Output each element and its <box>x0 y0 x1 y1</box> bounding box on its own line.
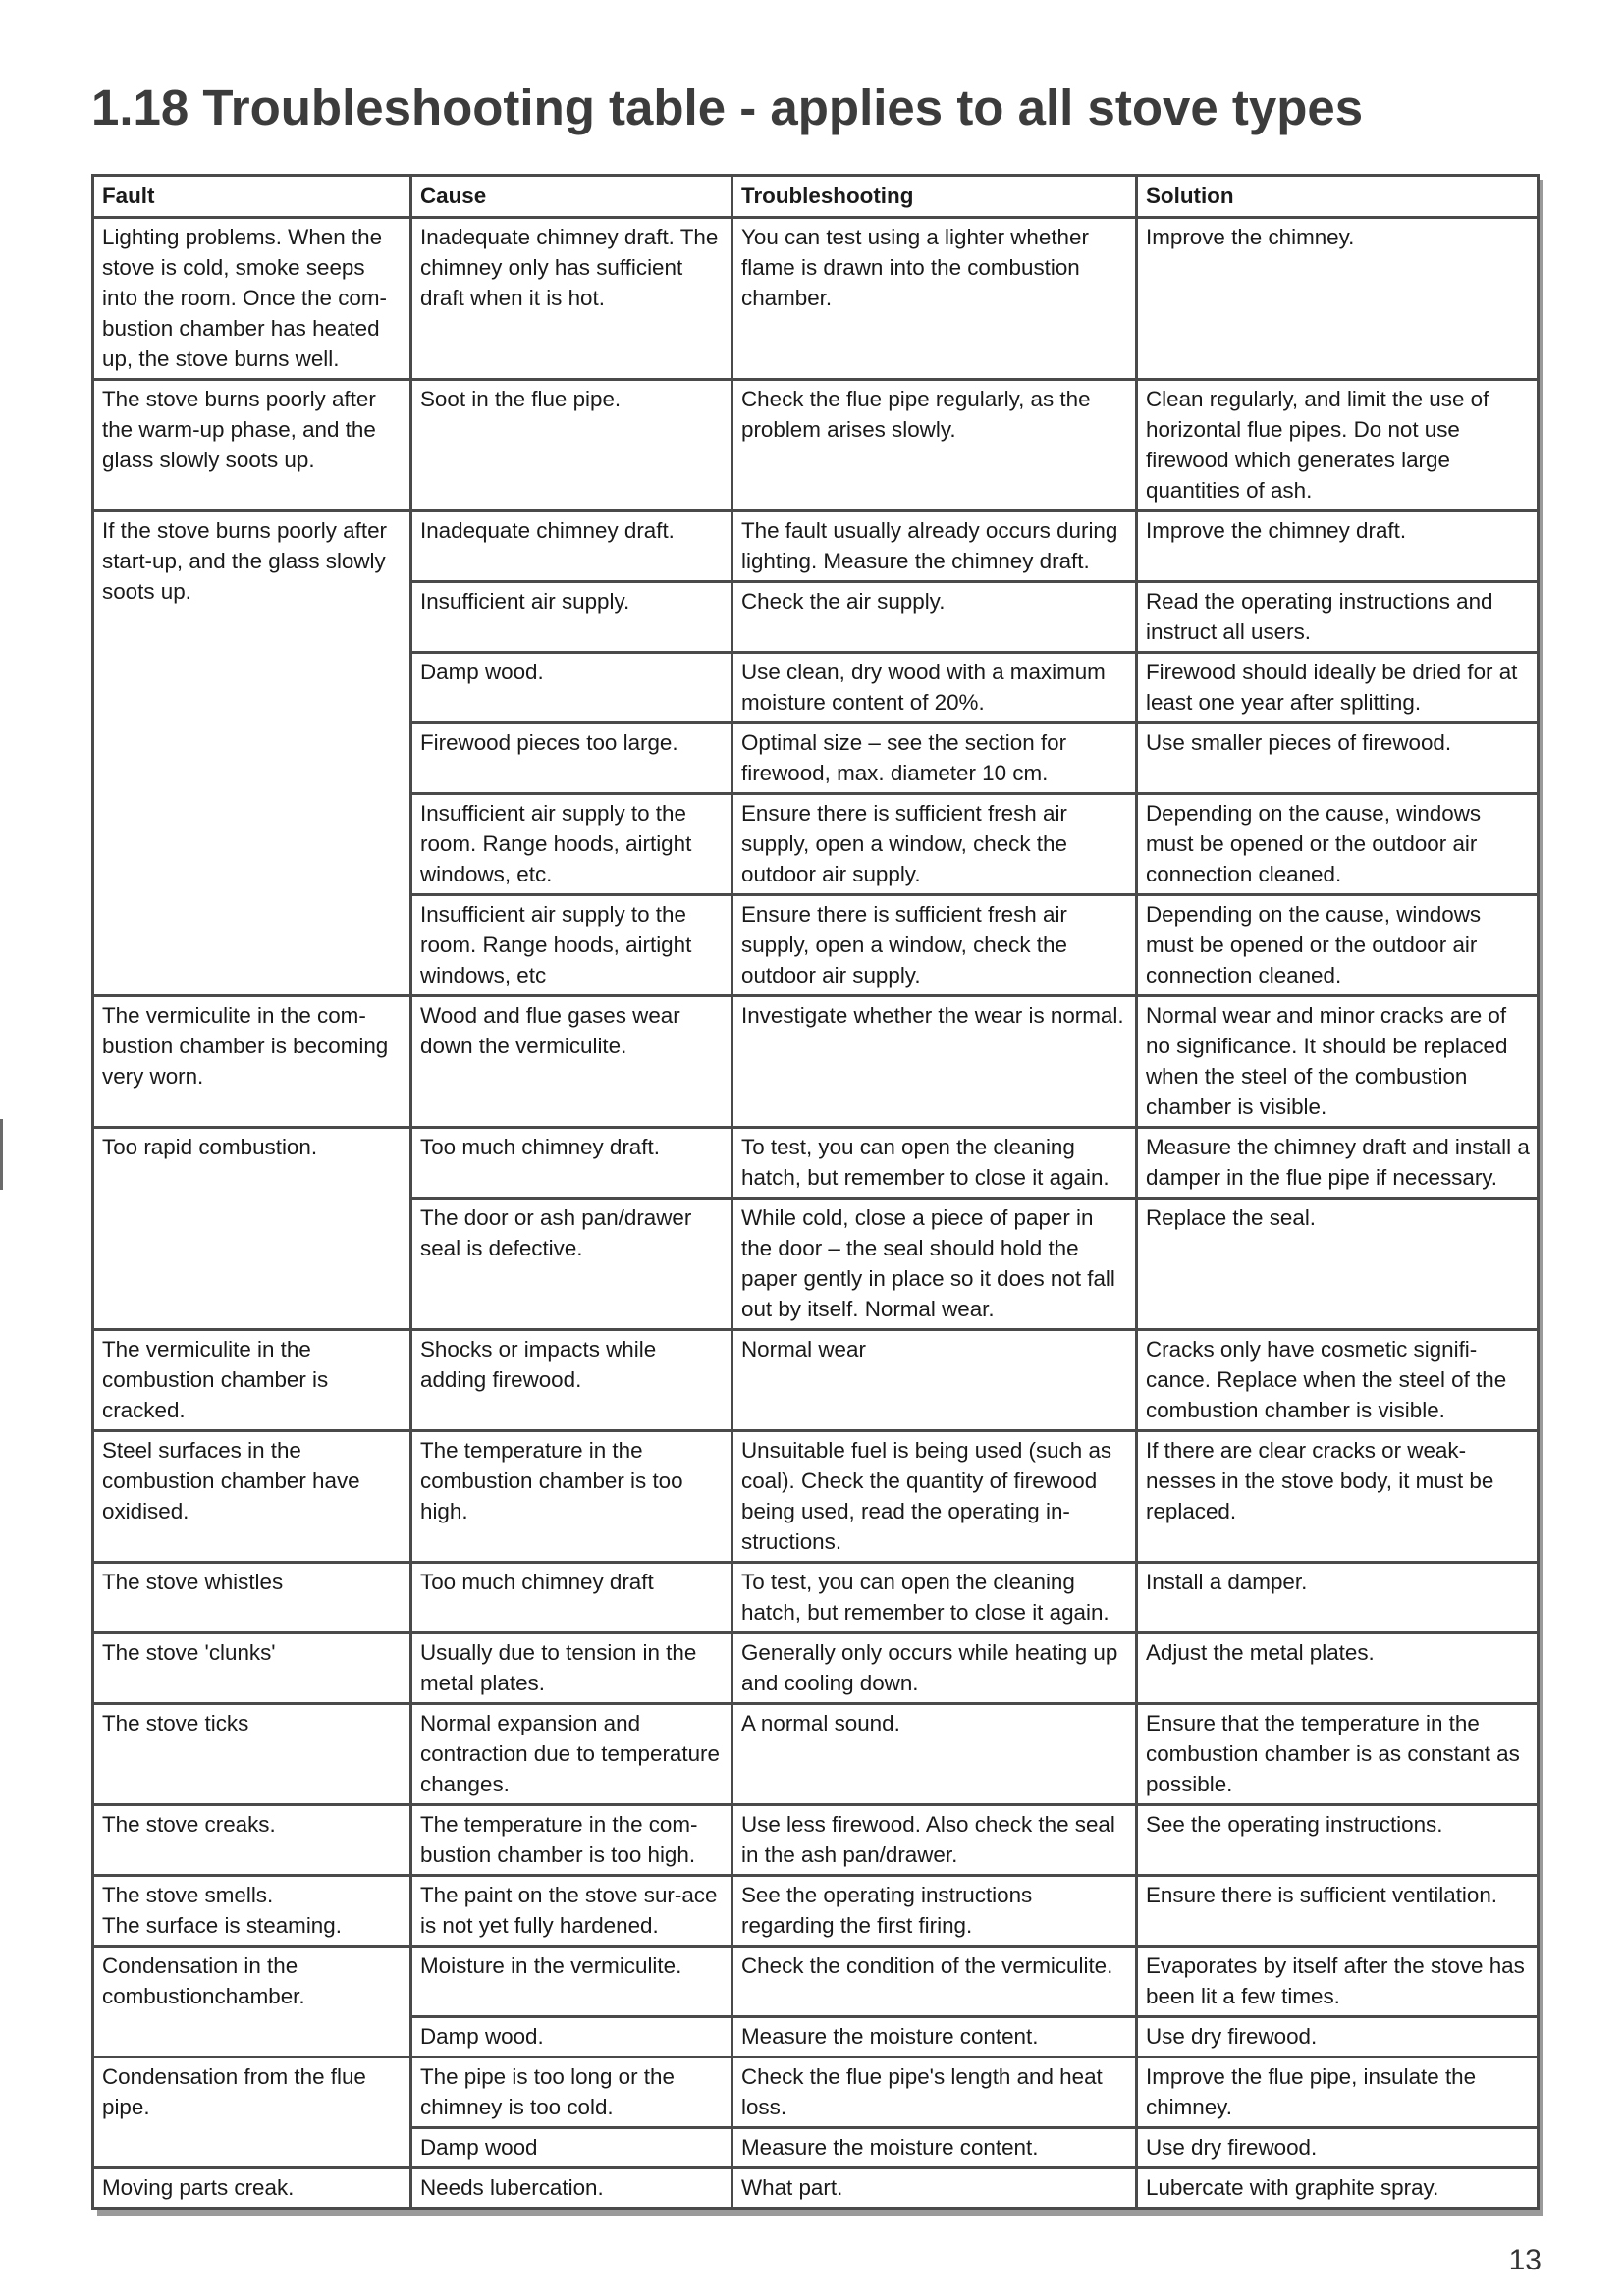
troubleshooting-cell: Unsuitable fuel is being used (such as coal). Check the quantity of firewood being used, read the operating in-structions. <box>732 1431 1137 1563</box>
solution-cell: Improve the flue pipe, insulate the chimney. <box>1137 2057 1539 2128</box>
fault-cell <box>93 1876 411 1947</box>
cause-cell: The temperature in the com-bustion chamber is too high. <box>411 1805 732 1876</box>
table-row <box>93 2057 1539 2128</box>
solution-cell: Lubercate with graphite spray. <box>1137 2168 1539 2209</box>
solution-cell: Evaporates by itself after the stove has been lit a few times. <box>1137 1947 1539 2017</box>
cause-cell: Too much chimney draft <box>411 1563 732 1633</box>
solution-cell: Improve the chimney. <box>1137 218 1539 380</box>
solution-cell: Use dry firewood. <box>1137 2128 1539 2168</box>
solution-cell: Depending on the cause, windows must be opened or the outdoor air connection cleaned. <box>1137 895 1539 996</box>
cause-cell: Normal expansion and contraction due to temperature changes. <box>411 1704 732 1805</box>
cause-cell: Insufficient air supply. <box>411 582 732 653</box>
cause-cell: Moisture in the vermiculite. <box>411 1947 732 2017</box>
cause-cell: Inadequate chimney draft. The chimney only has sufficient draft when it is hot. <box>411 218 732 380</box>
fault-cell: The stove burns poorly after the warm-up phase, and the glass slowly soots up. <box>93 380 411 511</box>
header-cause: Cause <box>411 176 732 218</box>
table-row <box>93 1805 1539 1876</box>
troubleshooting-cell: Generally only occurs while heating up and cooling down. <box>732 1633 1137 1704</box>
troubleshooting-cell: Investigate whether the wear is normal. <box>732 996 1137 1128</box>
troubleshooting-cell: Use clean, dry wood with a maximum moisture content of 20%. <box>732 653 1137 723</box>
troubleshooting-cell: Check the air supply. <box>732 582 1137 653</box>
fault-cell: Too rapid combustion. <box>93 1128 411 1330</box>
troubleshooting-cell: What part. <box>732 2168 1137 2209</box>
table-row <box>93 1947 1539 2017</box>
troubleshooting-cell: A normal sound. <box>732 1704 1137 1805</box>
solution-cell: Depending on the cause, windows must be opened or the outdoor air connection cleaned. <box>1137 794 1539 895</box>
solution-cell: Install a damper. <box>1137 1563 1539 1633</box>
solution-cell: Use dry firewood. <box>1137 2017 1539 2057</box>
table-row <box>93 1128 1539 1199</box>
solution-cell: Read the operating instructions and instruct all users. <box>1137 582 1539 653</box>
troubleshooting-cell: To test, you can open the cleaning hatch, but remember to close it again. <box>732 1563 1137 1633</box>
table-row <box>93 380 1539 511</box>
solution-cell: Replace the seal. <box>1137 1199 1539 1330</box>
troubleshooting-cell: Optimal size – see the section for firewood, max. diameter 10 cm. <box>732 723 1137 794</box>
troubleshooting-cell: Measure the moisture content. <box>732 2017 1137 2057</box>
solution-cell: If there are clear cracks or weak-nesses in the stove body, it must be replaced. <box>1137 1431 1539 1563</box>
table-row <box>93 1563 1539 1633</box>
troubleshooting-table-container <box>91 174 1537 2210</box>
fault-cell: Condensation in the combustionchamber. <box>93 1947 411 2057</box>
solution-cell: Use smaller pieces of firewood. <box>1137 723 1539 794</box>
solution-cell: Normal wear and minor cracks are of no significance. It should be replaced when the steel of the combustion chamber is visible. <box>1137 996 1539 1128</box>
troubleshooting-cell: Use less firewood. Also check the seal in the ash pan/drawer. <box>732 1805 1137 1876</box>
troubleshooting-cell: While cold, close a piece of paper in the door – the seal should hold the paper gently in place so it does not fall out by itself. Normal wear. <box>732 1199 1137 1330</box>
fault-cell: The stove ticks <box>93 1704 411 1805</box>
troubleshooting-cell: See the operating instructions regarding the first firing. <box>732 1876 1137 1947</box>
cause-cell: The temperature in the combustion chamber is too high. <box>411 1431 732 1563</box>
table-row <box>93 2168 1539 2209</box>
page-title: 1.18 Troubleshooting table - applies to all stove types <box>91 80 1364 135</box>
cause-cell: Soot in the flue pipe. <box>411 380 732 511</box>
solution-cell: Firewood should ideally be dried for at least one year after splitting. <box>1137 653 1539 723</box>
solution-cell: Cracks only have cosmetic signifi-cance. Replace when the steel of the combustion chamber is visible. <box>1137 1330 1539 1431</box>
cause-cell: Too much chimney draft. <box>411 1128 732 1199</box>
troubleshooting-cell: The fault usually already occurs during lighting. Measure the chimney draft. <box>732 511 1137 582</box>
cause-cell: Insufficient air supply to the room. Range hoods, airtight windows, etc. <box>411 794 732 895</box>
troubleshooting-cell: Check the flue pipe's length and heat loss. <box>732 2057 1137 2128</box>
table-row <box>93 1633 1539 1704</box>
cause-cell: Damp wood <box>411 2128 732 2168</box>
cause-cell: Wood and flue gases wear down the vermiculite. <box>411 996 732 1128</box>
margin-mark <box>0 1119 3 1190</box>
solution-cell: Measure the chimney draft and install a damper in the flue pipe if necessary. <box>1137 1128 1539 1199</box>
table-row <box>93 1876 1539 1947</box>
troubleshooting-cell: To test, you can open the cleaning hatch, but remember to close it again. <box>732 1128 1137 1199</box>
cause-cell: The paint on the stove sur-ace is not yet fully hardened. <box>411 1876 732 1947</box>
fault-cell: Lighting problems. When the stove is cold, smoke seeps into the room. Once the com-bustion chamber has heated up, the stove burns well. <box>93 218 411 380</box>
page-number: 13 <box>1508 2244 1542 2276</box>
cause-cell: Needs lubercation. <box>411 2168 732 2209</box>
troubleshooting-cell: Normal wear <box>732 1330 1137 1431</box>
header-troubleshooting: Troubleshooting <box>732 176 1137 218</box>
cause-cell: Insufficient air supply to the room. Range hoods, airtight windows, etc <box>411 895 732 996</box>
table-row <box>93 1431 1539 1563</box>
fault-cell: The vermiculite in the combustion chamber is cracked. <box>93 1330 411 1431</box>
fault-cell: The vermiculite in the com-bustion chamber is becoming very worn. <box>93 996 411 1128</box>
troubleshooting-cell: Ensure there is sufficient fresh air supply, open a window, check the outdoor air supply. <box>732 794 1137 895</box>
cause-cell: Damp wood. <box>411 653 732 723</box>
fault-cell: The stove whistles <box>93 1563 411 1633</box>
fault-cell: The stove 'clunks' <box>93 1633 411 1704</box>
troubleshooting-cell: You can test using a lighter whether flame is drawn into the combustion chamber. <box>732 218 1137 380</box>
fault-line: The surface is steaming. <box>102 1913 342 1938</box>
table-row <box>93 1704 1539 1805</box>
cause-cell: Usually due to tension in the metal plates. <box>411 1633 732 1704</box>
solution-cell: Adjust the metal plates. <box>1137 1633 1539 1704</box>
cause-cell: Firewood pieces too large. <box>411 723 732 794</box>
header-solution: Solution <box>1137 176 1539 218</box>
troubleshooting-cell: Ensure there is sufficient fresh air supply, open a window, check the outdoor air supply. <box>732 895 1137 996</box>
cause-cell: Damp wood. <box>411 2017 732 2057</box>
cause-cell: Inadequate chimney draft. <box>411 511 732 582</box>
table-row <box>93 218 1539 380</box>
fault-line: The stove smells. <box>102 1883 274 1907</box>
troubleshooting-cell: Measure the moisture content. <box>732 2128 1137 2168</box>
fault-cell: If the stove burns poorly after start-up, and the glass slowly soots up. <box>93 511 411 996</box>
cause-cell: Shocks or impacts while adding firewood. <box>411 1330 732 1431</box>
troubleshooting-cell: Check the condition of the vermiculite. <box>732 1947 1137 2017</box>
cause-cell: The pipe is too long or the chimney is too cold. <box>411 2057 732 2128</box>
troubleshooting-cell: Check the flue pipe regularly, as the problem arises slowly. <box>732 380 1137 511</box>
table-row <box>93 511 1539 582</box>
fault-cell: The stove creaks. <box>93 1805 411 1876</box>
solution-cell: Ensure that the temperature in the combustion chamber is as constant as possible. <box>1137 1704 1539 1805</box>
solution-cell: Ensure there is sufficient ventilation. <box>1137 1876 1539 1947</box>
cause-cell: The door or ash pan/drawer seal is defective. <box>411 1199 732 1330</box>
table-row <box>93 996 1539 1128</box>
fault-cell: Moving parts creak. <box>93 2168 411 2209</box>
table-row <box>93 1330 1539 1431</box>
fault-cell: Steel surfaces in the combustion chamber have oxidised. <box>93 1431 411 1563</box>
troubleshooting-table <box>91 174 1540 2210</box>
fault-cell: Condensation from the flue pipe. <box>93 2057 411 2168</box>
header-fault: Fault <box>93 176 411 218</box>
solution-cell: See the operating instructions. <box>1137 1805 1539 1876</box>
solution-cell: Improve the chimney draft. <box>1137 511 1539 582</box>
solution-cell: Clean regularly, and limit the use of horizontal flue pipes. Do not use firewood which generates large quantities of ash. <box>1137 380 1539 511</box>
table-header-row <box>93 176 1539 218</box>
